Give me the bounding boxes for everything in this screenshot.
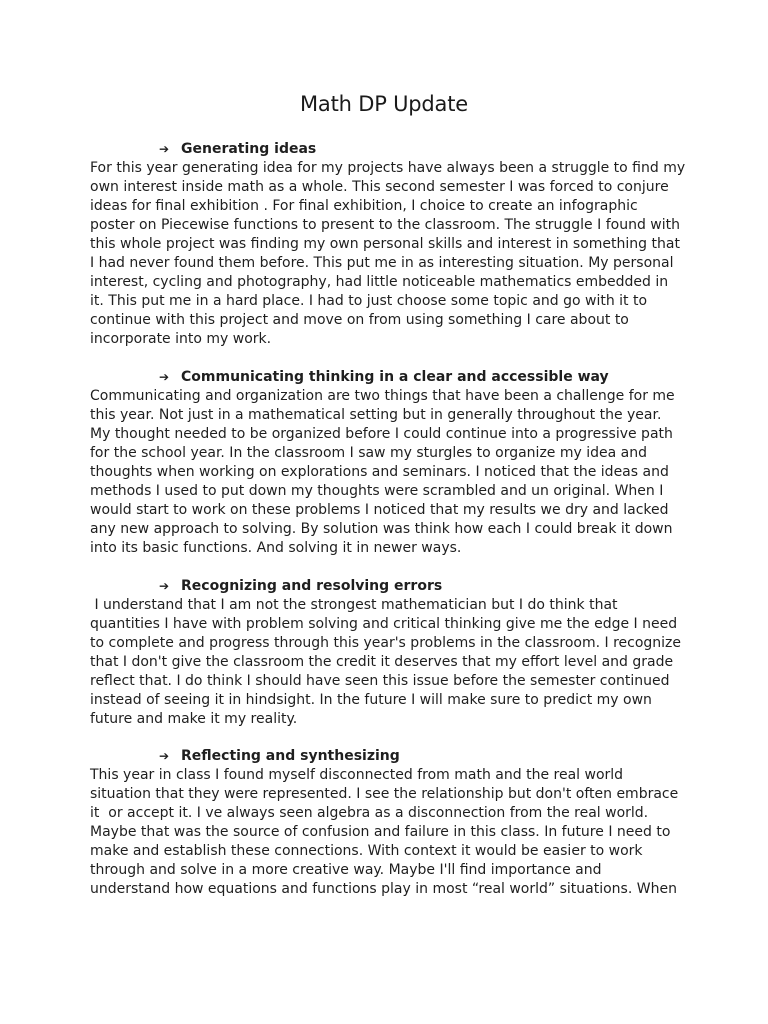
section-heading <box>90 140 690 159</box>
paragraph-line: interest, cycling and photography, had little noticeable mathematics embedded in <box>90 274 669 290</box>
paragraph-line: this year. Not just in a mathematical setting but in generally throughout the year. <box>90 407 662 423</box>
section-communicating-thinking <box>90 368 690 558</box>
paragraph-line: through and solve in a more creative way. Maybe I'll find importance and <box>90 862 602 878</box>
paragraph-line: would start to work on these problems I noticed that my results we dry and lacked <box>90 502 669 518</box>
section-heading-text: Reflecting and synthesizing <box>181 748 400 764</box>
paragraph-line: instead of seeing it in hindsight. In the future I will make sure to predict my own <box>90 692 652 708</box>
section-paragraph <box>90 596 690 729</box>
paragraph-line: methods I used to put down my thoughts were scrambled and un original. When I <box>90 483 664 499</box>
paragraph-line: any new approach to solving. By solution was think how each I could break it down <box>90 521 673 537</box>
section-paragraph <box>90 766 690 899</box>
section-heading <box>90 368 690 387</box>
section-heading <box>90 747 690 766</box>
section-reflecting-synthesizing <box>90 747 690 899</box>
paragraph-line: into its basic functions. And solving it in newer ways. <box>90 540 462 556</box>
section-heading <box>90 577 690 596</box>
paragraph-line: My thought needed to be organized before I could continue into a progressive path <box>90 426 673 442</box>
paragraph-line: it or accept it. I ve always seen algebra as a disconnection from the real world. <box>90 805 649 821</box>
paragraph-line: this whole project was finding my own personal skills and interest in something that <box>90 236 680 252</box>
paragraph-line: ideas for final exhibition . For final exhibition, I choice to create an infographic <box>90 198 638 214</box>
arrow-bullet-icon: ➔ <box>159 370 170 384</box>
paragraph-line: future and make it my reality. <box>90 711 298 727</box>
section-recognizing-errors <box>90 577 690 729</box>
paragraph-line: This year in class I found myself disconnected from math and the real world <box>90 767 624 783</box>
arrow-bullet-icon: ➔ <box>159 749 170 763</box>
paragraph-line: I had never found them before. This put me in as interesting situation. My personal <box>90 255 674 271</box>
paragraph-line: I understand that I am not the strongest mathematician but I do think that <box>90 597 618 613</box>
paragraph-line: understand how equations and functions play in most “real world” situations. When <box>90 881 677 897</box>
section-heading-text: Generating ideas <box>181 141 317 157</box>
paragraph-line: For this year generating idea for my projects have always been a struggle to find my <box>90 160 686 176</box>
paragraph-line: Communicating and organization are two things that have been a challenge for me <box>90 388 675 404</box>
paragraph-line: that I don't give the classroom the credit it deserves that my effort level and grade <box>90 654 674 670</box>
paragraph-line: to complete and progress through this year's problems in the classroom. I recognize <box>90 635 682 651</box>
arrow-bullet-icon: ➔ <box>159 579 170 593</box>
paragraph-line: for the school year. In the classroom I saw my sturgles to organize my idea and <box>90 445 647 461</box>
paragraph-line: quantities I have with problem solving and critical thinking give me the edge I need <box>90 616 678 632</box>
section-generating-ideas <box>90 140 690 349</box>
paragraph-line: continue with this project and move on from using something I care about to <box>90 312 629 328</box>
paragraph-line: thoughts when working on explorations and seminars. I noticed that the ideas and <box>90 464 669 480</box>
section-heading-text: Recognizing and resolving errors <box>181 578 443 594</box>
section-paragraph <box>90 159 690 349</box>
paragraph-line: own interest inside math as a whole. This second semester I was forced to conjure <box>90 179 669 195</box>
section-heading-text: Communicating thinking in a clear and accessible way <box>181 369 609 385</box>
arrow-bullet-icon: ➔ <box>159 142 170 156</box>
paragraph-line: Maybe that was the source of confusion and failure in this class. In future I need to <box>90 824 671 840</box>
section-paragraph <box>90 387 690 558</box>
paragraph-line: poster on Piecewise functions to present to the classroom. The struggle I found with <box>90 217 680 233</box>
document-title: Math DP Update <box>300 92 468 116</box>
paragraph-line: reflect that. I do think I should have seen this issue before the semester continued <box>90 673 670 689</box>
paragraph-line: incorporate into my work. <box>90 331 272 347</box>
paragraph-line: make and establish these connections. With context it would be easier to work <box>90 843 643 859</box>
paragraph-line: situation that they were represented. I see the relationship but don't often embrace <box>90 786 679 802</box>
paragraph-line: it. This put me in a hard place. I had to just choose some topic and go with it to <box>90 293 648 309</box>
